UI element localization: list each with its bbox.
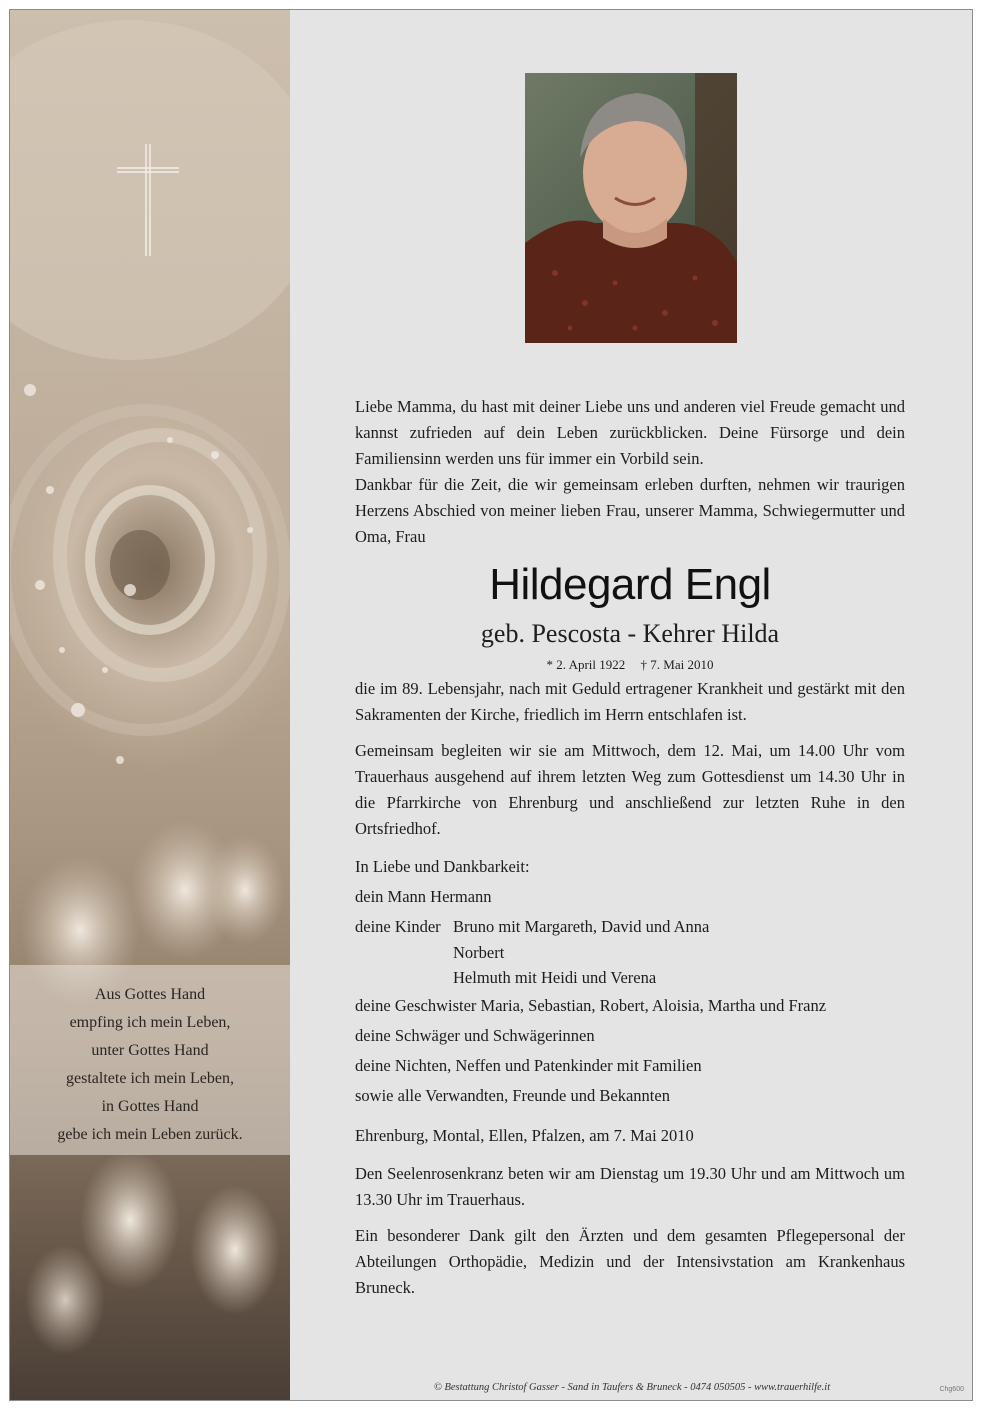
rose-sidebar [10,10,290,1400]
maiden-name: geb. Pescosta - Kehrer Hilda [480,619,780,648]
mourners-intro: In Liebe und Dankbarkeit: [355,857,530,876]
list-item: Helmuth mit Heidi und Verena [453,968,657,987]
mourner-children [355,914,905,991]
portrait-photo [525,73,737,343]
life-dates [355,654,905,676]
list-item: Norbert [453,942,505,962]
mourner-in-laws: deine Schwäger und Schwägerinnen [355,1025,595,1045]
mourner-husband: dein Mann Hermann [355,887,492,906]
thanks-paragraph: Ein besonderer Dank gilt den Ärzten und dem gesamten Pflegepersonal der Abteilungen Orthopädie, Medizin und der Intensivstation am Krankenhaus Bruneck. [355,1225,905,1297]
quote-line: gestaltete ich mein Leben, [66,1070,234,1087]
obituary-frame [9,9,973,1401]
list-item: Bruno mit Margareth, David und Anna [453,917,710,936]
template-code: Chg600 [939,1386,964,1393]
deceased-name: Hildegard Engl [489,560,771,609]
quote-line: Aus Gottes Hand [94,986,206,1003]
place-date: Ehrenburg, Montal, Ellen, Pfalzen, am 7. Mai 2010 [355,1125,694,1145]
farewell-paragraph: Dankbar für die Zeit, die wir gemeinsam erleben durften, nehmen wir traurigen Herzens Abschied von meiner lieben Frau, unserer Mamma, Schwiegermutter und Oma, Frau [355,475,905,546]
mourner-siblings: deine Geschwister Maria, Sebastian, Robert, Aloisia, Martha und Franz [355,995,827,1015]
footer-credit: © Bestattung Christof Gasser - Sand in Taufers & Bruneck - 0474 050505 - www.trauerhilfe.it [433,1382,831,1393]
passing-paragraph: die im 89. Lebensjahr, nach mit Geduld ertragener Krankheit und gestärkt mit den Sakramenten der Kirche, friedlich im Herrn entschlafen ist. [355,679,905,724]
children-list [453,914,709,991]
quote-line: in Gottes Hand [101,1098,199,1115]
quote-line: empfing ich mein Leben, [69,1014,231,1031]
obituary-text [355,394,905,1301]
rosary-paragraph: Den Seelenrosenkranz beten wir am Dienstag um 19.30 Uhr und am Mittwoch um 13.30 Uhr im Trauerhaus. [355,1163,905,1209]
quote-line: gebe ich mein Leben zurück. [57,1126,243,1143]
mourner-nieces: deine Nichten, Neffen und Patenkinder mit Familien [355,1055,702,1075]
mourner-relatives: sowie alle Verwandten, Freunde und Bekannten [355,1085,670,1105]
funeral-paragraph: Gemeinsam begleiten wir sie am Mittwoch, dem 12. Mai, um 14.00 Uhr vom Trauerhaus ausgehend auf ihrem letzten Weg zum Gottesdienst um 14.30 Uhr in die Pfarrkirche von Ehrenburg und anschließend zur letzten Ruhe in den Ortsfriedhof. [355,741,905,838]
quote-line: unter Gottes Hand [91,1042,209,1059]
birth-date: * 2. April 1922 [546,657,626,672]
death-date: † 7. Mai 2010 [640,657,714,672]
quote-box [10,965,290,1155]
intro-paragraph: Liebe Mamma, du hast mit deiner Liebe uns und anderen viel Freude gemacht und kannst zufrieden auf dein Leben zurückblicken. Deine Fürsorge und dein Familiensinn werden uns für immer ein Vorbild sein. [355,397,905,468]
quote-text [10,981,290,1149]
children-label: deine Kinder [355,917,441,936]
